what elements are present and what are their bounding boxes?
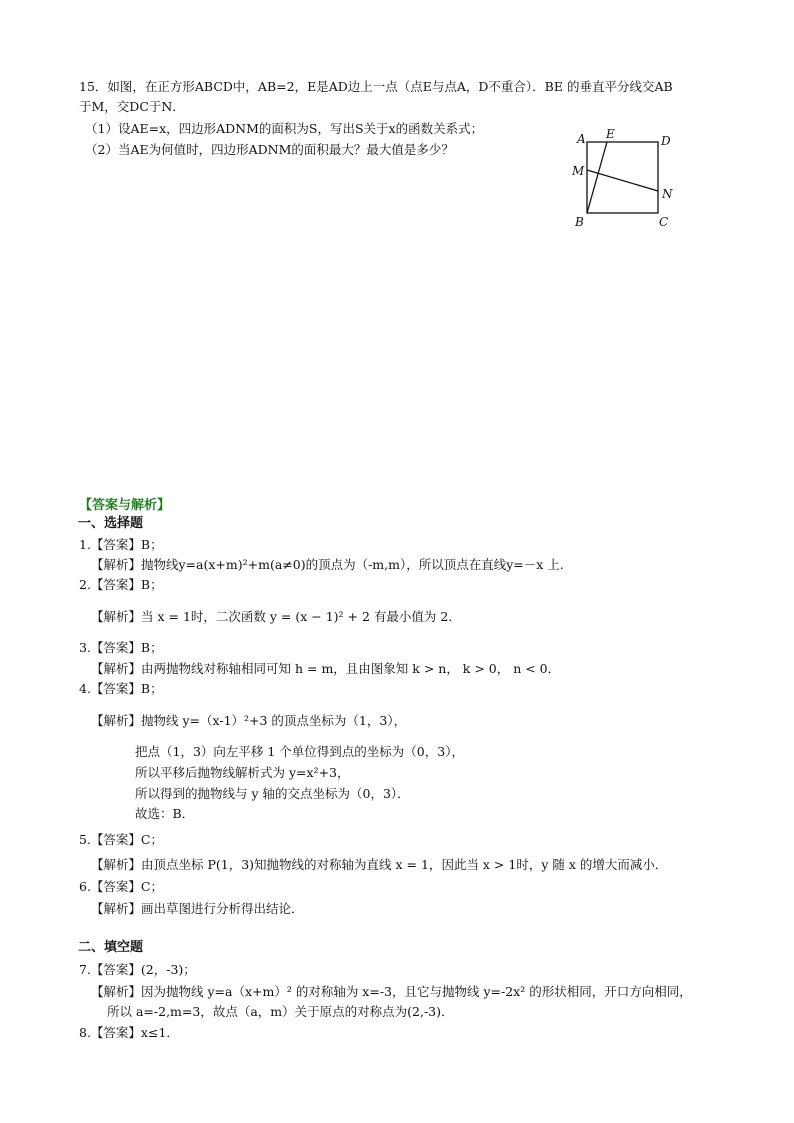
explanation-7-line-1: 【解析】因为抛物线 y=a（x+m）² 的对称轴为 x=-3，且它与抛物线 y=-2x² 的形状相同，开口方向相同， <box>91 984 692 999</box>
answer-4: 4.【答案】B； <box>79 681 163 696</box>
label-m: M <box>572 164 585 178</box>
segment-be <box>587 142 607 213</box>
label-d: D <box>661 134 671 148</box>
explanation-1: 【解析】抛物线y=a(x+m)²+m(a≠0)的顶点为（-m,m），所以顶点在直线y=－x 上. <box>91 557 564 572</box>
label-a: A <box>577 132 586 146</box>
answers-header: 【答案与解析】 <box>79 498 171 513</box>
label-b: B <box>575 215 584 229</box>
explanation-4-line-1: 【解析】抛物线 y=（x-1）²+3 的顶点坐标为（1，3）， <box>91 713 407 728</box>
explanation-2: 【解析】当 x = 1时，二次函数 y = (x − 1)² + 2 有最小值为 2． <box>91 609 461 624</box>
answer-8: 8.【答案】x≤1． <box>79 1025 179 1040</box>
section-multiple-choice: 一、选择题 <box>78 516 144 531</box>
problem-question-2: （2）当AE为何值时，四边形ADNM的面积最大？最大值是多少？ <box>85 142 454 157</box>
explanation-7-line-2: 所以 a=-2,m=3，故点（a，m）关于原点的对称点为(2,-3)． <box>107 1004 454 1019</box>
explanation-3: 【解析】由两抛物线对称轴相同可知 h = m，且由图象知 k > n， k > 0， n < 0． <box>91 661 561 676</box>
square-figure <box>566 126 686 236</box>
explanation-6: 【解析】画出草图进行分析得出结论． <box>91 901 304 916</box>
problem-line-2: 于M，交DC于N． <box>79 99 185 114</box>
label-e: E <box>606 127 615 141</box>
answer-2: 2.【答案】B； <box>79 577 163 592</box>
problem-question-1: （1）设AE=x，四边形ADNM的面积为S，写出S关于x的函数关系式； <box>85 121 484 136</box>
problem-line-1: 15．如图，在正方形ABCD中，AB=2，E是AD边上一点（点E与点A，D不重合）．BE 的垂直平分线交AB <box>79 79 673 94</box>
segment-mn <box>587 170 658 191</box>
answer-5: 5.【答案】C； <box>79 832 163 847</box>
explanation-4-line-3: 所以平移后抛物线解析式为 y=x²+3， <box>135 765 350 780</box>
explanation-4-line-2: 把点（1，3）向左平移 1 个单位得到点的坐标为（0，3）， <box>135 744 464 759</box>
explanation-4-line-4: 所以得到的抛物线与 y 轴的交点坐标为（0，3）． <box>135 786 410 801</box>
answer-7: 7.【答案】(2，-3)； <box>79 962 196 977</box>
answer-6: 6.【答案】C； <box>79 879 163 894</box>
label-n: N <box>662 187 673 201</box>
explanation-5: 【解析】由顶点坐标 P(1，3)知抛物线的对称轴为直线 x = 1，因此当 x > 1时，y 随 x 的增大而减小． <box>91 857 668 872</box>
section-fill-in: 二、填空题 <box>78 940 144 955</box>
answer-1: 1.【答案】B； <box>79 537 163 552</box>
explanation-4-line-5: 故选：B． <box>135 806 195 821</box>
label-c: C <box>659 215 669 229</box>
answer-3: 3.【答案】B； <box>79 640 163 655</box>
